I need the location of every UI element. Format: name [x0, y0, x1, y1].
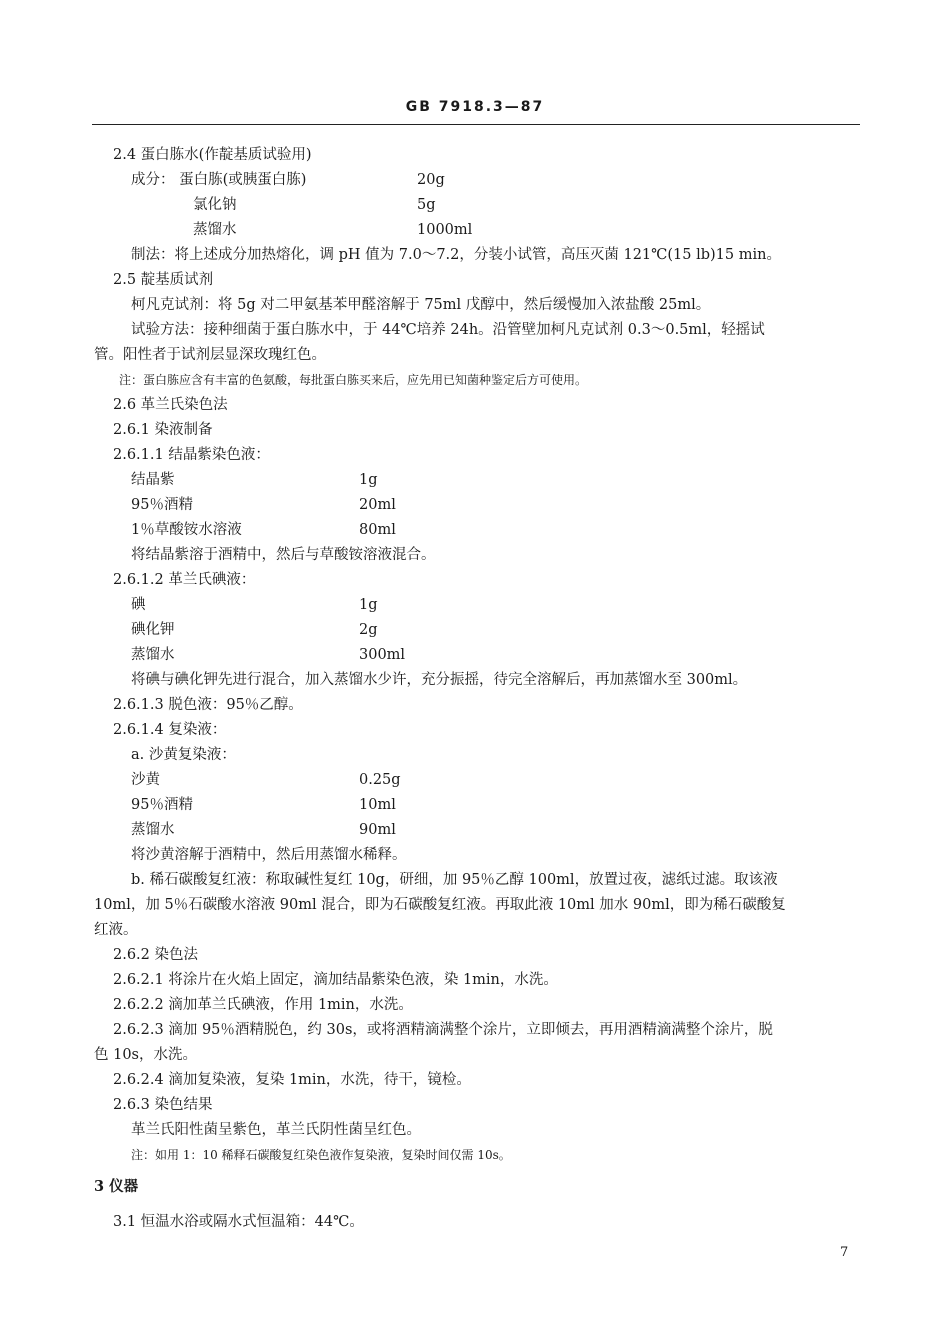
text-line: 2.6.1.3 脱色液：95％乙醇。 — [113, 697, 303, 713]
text-line: 1000ml — [417, 222, 473, 238]
text-line: 95％酒精 — [131, 797, 193, 813]
header-rule — [92, 124, 860, 125]
text-line: 3.1 恒温水浴或隔水式恒温箱：44℃。 — [113, 1214, 364, 1230]
document-header: GB 7918.3—87 — [405, 99, 545, 115]
text-line: 2.6.2.4 滴加复染液，复染 1min，水洗，待干，镜检。 — [113, 1072, 471, 1088]
text-line: 2g — [359, 622, 378, 638]
text-line: 80ml — [359, 522, 396, 538]
text-line: 碘化钾 — [131, 622, 175, 638]
text-line: 2.6.2 染色法 — [113, 947, 199, 963]
text-line: 试验方法：接种细菌于蛋白胨水中，于 44℃培养 24h。沿管壁加柯凡克试剂 0.3～0.5ml，轻摇试 — [131, 322, 765, 338]
text-line: 注：蛋白胨应含有丰富的色氨酸，每批蛋白胨买来后，应先用已知菌种鉴定后方可使用。 — [119, 373, 588, 387]
text-line: 10ml — [359, 797, 396, 813]
text-line: 红液。 — [94, 922, 138, 938]
text-line: 20ml — [359, 497, 396, 513]
text-line: 革兰氏阳性菌呈紫色，革兰氏阴性菌呈红色。 — [131, 1122, 421, 1138]
text-line: 1％草酸铵水溶液 — [131, 522, 242, 538]
text-line: 2.5 靛基质试剂 — [113, 272, 214, 288]
text-line: 氯化钠 — [193, 197, 237, 213]
text-line: 2.4 蛋白胨水(作靛基质试验用) — [113, 147, 312, 163]
text-line: 成分： 蛋白胨(或胰蛋白胨) — [131, 172, 307, 188]
text-line: 2.6.1.1 结晶紫染色液： — [113, 447, 270, 463]
text-line: 管。阳性者于试剂层显深玫瑰红色。 — [94, 347, 326, 363]
text-line: 2.6.1.2 革兰氏碘液： — [113, 572, 256, 588]
text-line: 2.6 革兰氏染色法 — [113, 397, 228, 413]
text-line: 90ml — [359, 822, 396, 838]
text-line: 蒸馏水 — [193, 222, 237, 238]
text-line: 柯凡克试剂：将 5g 对二甲氨基苯甲醛溶解于 75ml 戊醇中，然后缓慢加入浓盐酸 25ml。 — [131, 297, 711, 313]
text-line: 2.6.3 染色结果 — [113, 1097, 213, 1113]
text-line: 将碘与碘化钾先进行混合，加入蒸馏水少许，充分振摇，待完全溶解后，再加蒸馏水至 300ml。 — [131, 672, 748, 688]
text-line: 2.6.2.3 滴加 95％酒精脱色，约 30s，或将酒精滴满整个涂片，立即倾去，再用酒精滴满整个涂片，脱 — [113, 1022, 773, 1038]
text-line: 2.6.2.2 滴加革兰氏碘液，作用 1min，水洗。 — [113, 997, 413, 1013]
text-line: 沙黄 — [131, 772, 160, 788]
text-line: 色 10s，水洗。 — [94, 1047, 198, 1063]
text-line: 300ml — [359, 647, 406, 663]
text-line: 2.6.2.1 将涂片在火焰上固定，滴加结晶紫染色液，染 1min，水洗。 — [113, 972, 558, 988]
text-line: 10ml，加 5％石碳酸水溶液 90ml 混合，即为石碳酸复红液。再取此液 10ml 加水 90ml，即为稀石碳酸复 — [94, 897, 786, 913]
text-line: 碘 — [131, 597, 146, 613]
text-line: 将沙黄溶解于酒精中，然后用蒸馏水稀释。 — [131, 847, 407, 863]
text-line: 蒸馏水 — [131, 822, 175, 838]
text-line: 20g — [417, 172, 445, 188]
page-number: 7 — [840, 1245, 849, 1260]
text-line: 将结晶紫溶于酒精中，然后与草酸铵溶液混合。 — [131, 547, 436, 563]
text-line: 制法：将上述成分加热熔化，调 pH 值为 7.0～7.2，分装小试管，高压灭菌 121℃(15 lb)15 min。 — [131, 247, 781, 263]
text-line: 2.6.1 染液制备 — [113, 422, 213, 438]
text-line: 5g — [417, 197, 436, 213]
text-line: 蒸馏水 — [131, 647, 175, 663]
text-line: b. 稀石碳酸复红液：称取碱性复红 10g，研细，加 95％乙醇 100ml，放置过夜，滤纸过滤。取该液 — [131, 872, 778, 888]
text-line: 3 仪器 — [94, 1178, 139, 1195]
text-line: 1g — [359, 597, 378, 613]
text-line: 0.25g — [359, 772, 401, 788]
text-line: a. 沙黄复染液： — [131, 747, 236, 763]
text-line: 1g — [359, 472, 378, 488]
text-line: 注：如用 1：10 稀释石碳酸复红染色液作复染液，复染时间仅需 10s。 — [131, 1148, 511, 1162]
text-line: 95％酒精 — [131, 497, 193, 513]
text-line: 2.6.1.4 复染液： — [113, 722, 227, 738]
text-line: 结晶紫 — [131, 472, 175, 488]
